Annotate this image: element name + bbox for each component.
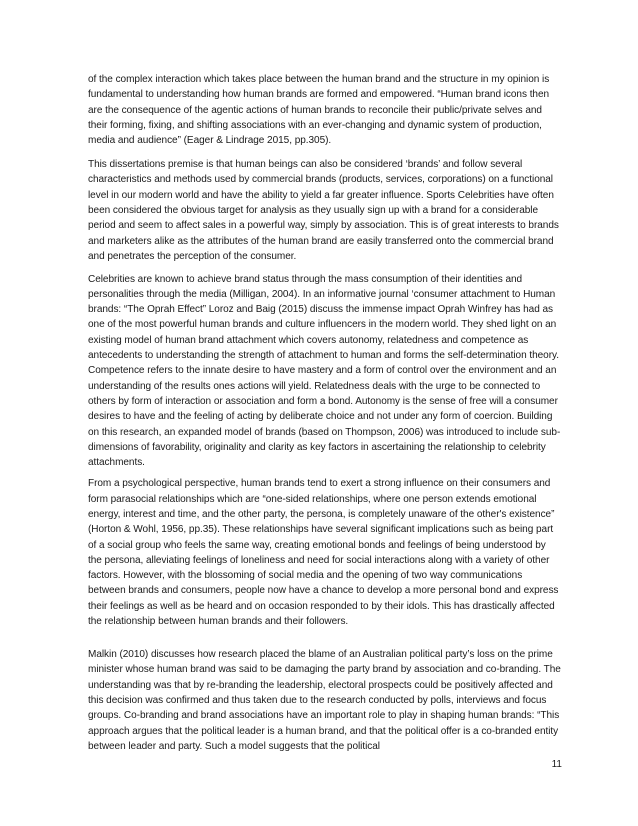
paragraph-4: From a psychological perspective, human brands tend to exert a strong influence on their consumers and form parasocial relationships which are “one-sided relationships, where one person extends emotional energy, interest and time, and the other party, the persona, is completely unaware of the other's existence” (Horton & Wohl, 1956, pp.35). These relationships have several significant implications such as being part of a social group who feels the same way, creating emotional bonds and feelings of being understood by the persona, alleviating feelings of loneliness and need for social interactions along with a variety of other factors. However, with the blossoming of social media and the opening of two way communications between brands and consumers, people now have a chance to develop a more personal bond and express their feelings as well as be heard and on occasion responded to by their idols. This has drastically affected the relationship between human brands and their followers. [88,478,559,628]
paragraph-5: Malkin (2010) discusses how research placed the blame of an Australian political party’s loss on the prime minister whose human brand was said to be damaging the party brand by association and co-branding. The understanding was that by re-branding the leadership, electoral prospects could be positively affected and this decision was confirmed and thus taken due to the research conducted by polls, interviews and focus groups. Co-branding and brand associations have an important role to play in shaping human brands: “This approach argues that the political leader is a human brand, and that the political offer is a co-branded entity between leader and party. Such a model suggests that the political [88,649,561,752]
body-text [88,72,562,760]
paragraph-2: This dissertations premise is that human beings can also be considered ‘brands’ and follow several characteristics and methods used by commercial brands (products, services, corporations) on a functional level in our modern world and have the ability to yield a far greater influence. Sports Celebrities have often been considered the obvious target for analysis as they usually sign up with a brand for a considerable period and seem to affect sales in a powerful way, simply by association. This is of great interests to brands and marketers alike as the attributes of the human brand are easily transferred onto the commercial brand and penetrates the perception of the consumer. [88,159,559,262]
page-number: 11 [551,759,562,770]
paragraph-1: of the complex interaction which takes place between the human brand and the structure in my opinion is fundamental to understanding how human brands are formed and empowered. “Human brand icons then are the consequence of the agentic actions of human brands to reconcile their public/private selves and their forming, fixing, and shifting associations with an ever-changing and dynamic system of production, media and audience” (Eager & Lindrage 2015, pp.305). [88,74,550,147]
paragraph-3: Celebrities are known to achieve brand status through the mass consumption of their identities and personalities through the media (Milligan, 2004). In an informative journal ‘consumer attachment to Human brands: “The Oprah Effect” Loroz and Baig (2015) discuss the immense impact Oprah Winfrey has had as one of the most powerful human brands and culture influencers in the modern world. They shed light on an existing model of human brand attachment which covers autonomy, relatedness and competence as antecedents to understanding the strength of attachment to human and forms the self-determination theory. Competence refers to the innate desire to have mastery and a form of control over the environment and an understanding of the results ones actions will yield. Relatedness deals with the urge to be connected to others by form of interaction or association and form a bond. Autonomy is the sense of free will a consumer desires to have and the feeling of acting by deliberate choice and not under any form of coercion. Building on this research, an expanded model of brands (based on Thompson, 2006) was introduced to include sub-dimensions of favorability, originality and clarity as key factors in ascertaining the relationship to celebrity attachments. [88,273,561,469]
